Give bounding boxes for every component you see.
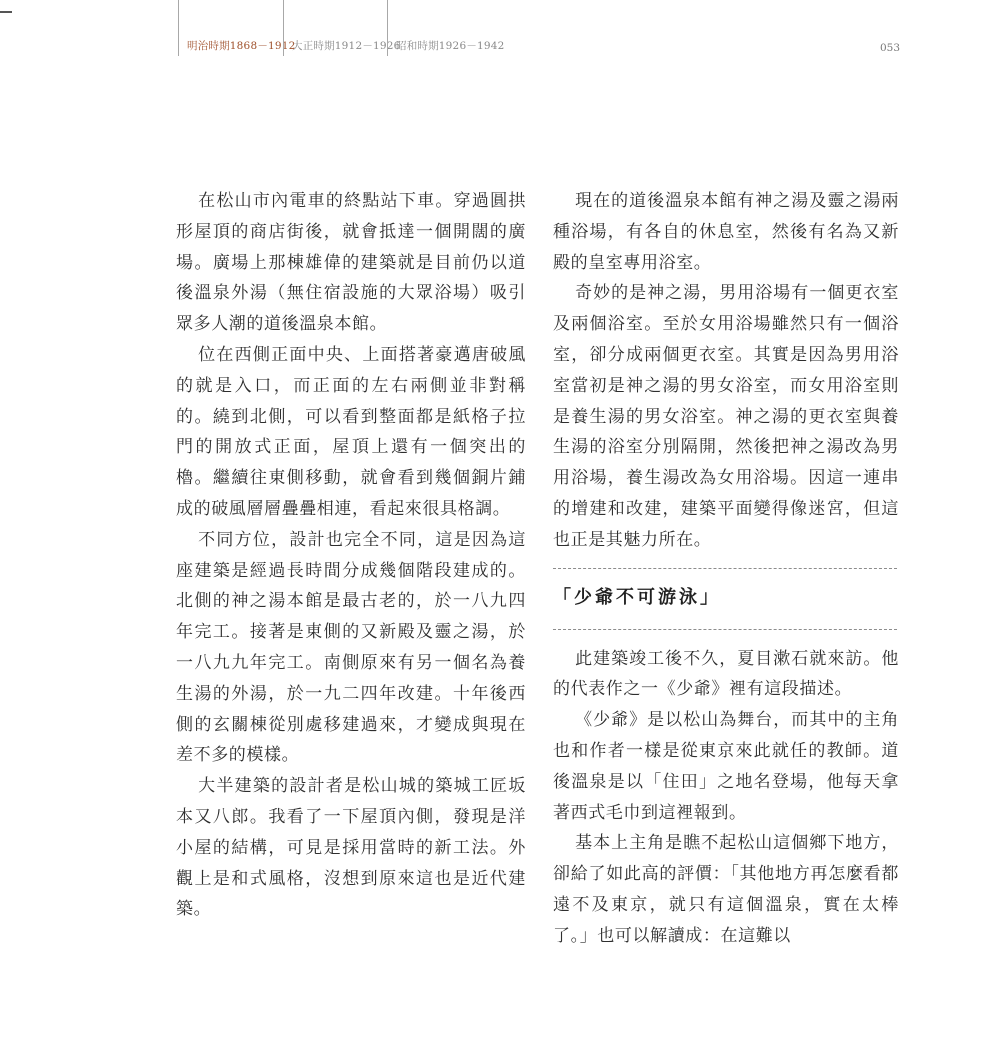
right-text-column [553,186,899,952]
paragraph: 位在西側正面中央、上面搭著豪邁唐破風的就是入口，而正面的左右兩側並非對稱的。繞到北側，可以看到整面都是紙格子拉門的開放式正面，屋頂上還有一個突出的櫓。繼續往東側移動，就會看到幾個銅片鋪成的破風層層疊疊相連，看起來很具格調。 [176,344,526,519]
paragraph: 不同方位，設計也完全不同，這是因為這座建築是經過長時間分成幾個階段建成的。北側的神之湯本館是最古老的，於一八九四年完工。接著是東側的又新殿及靈之湯，於一八九九年完工。南側原來有另一個名為養生湯的外湯，於一九二四年改建。十年後西側的玄關棟從別處移建過來，才變成與現在差不多的模樣。 [176,529,526,766]
era-tab-meiji: 明治時期1868－1912 [178,0,283,56]
paragraph: 此建築竣工後不久，夏目漱石就來訪。他的代表作之一《少爺》裡有這段描述。 [553,648,899,700]
paragraph: 大半建築的設計者是松山城的築城工匠坂本又八郎。我看了一下屋頂內側，發現是洋小屋的結構，可見是採用當時的新工法。外觀上是和式風格，沒想到原來這也是近代建築。 [176,776,526,920]
era-tab-taisho: 大正時期1912－1926 [283,0,387,56]
paragraph: 《少爺》是以松山為舞台，而其中的主角也和作者一樣是從東京來此就任的教師。道後溫泉是以「住田」之地名登場，他每天拿著西式毛巾到這裡報到。 [553,710,899,823]
corner-crop-mark [0,11,12,13]
paragraph: 在松山市內電車的終點站下車。穿過圓拱形屋頂的商店街後，就會抵達一個開闊的廣場。廣場上那棟雄偉的建築就是目前仍以道後溫泉外湯（無住宿設施的大眾浴場）吸引眾多人潮的道後溫泉本館。 [176,191,526,335]
left-text-column [176,186,526,925]
paragraph: 基本上主角是瞧不起松山這個鄉下地方，卻給了如此高的評價：「其他地方再怎麼看都遠不及東京，就只有這個溫泉，實在太棒了。」也可以解讀成：在這難以 [553,833,899,946]
era-tab-showa: 昭和時期1926－1942 [387,0,507,56]
section-heading: 「少爺不可游泳」 [553,586,721,608]
page-number: 053 [880,42,901,54]
paragraph: 奇妙的是神之湯，男用浴場有一個更衣室及兩個浴室。至於女用浴場雖然只有一個浴室，卻分成兩個更衣室。其實是因為男用浴室當初是神之湯的男女浴室，而女用浴室則是養生湯的男女浴室。神之湯的更衣室與養生湯的浴室分別隔開，然後把神之湯改為男用浴場，養生湯改為女用浴場。因這一連串的增建和改建，建築平面變得像迷宮，但這也正是其魅力所在。 [553,283,899,550]
paragraph: 現在的道後溫泉本館有神之湯及靈之湯兩種浴場，有各自的休息室，然後有名為又新殿的皇室專用浴室。 [553,191,899,273]
running-header [178,0,507,56]
